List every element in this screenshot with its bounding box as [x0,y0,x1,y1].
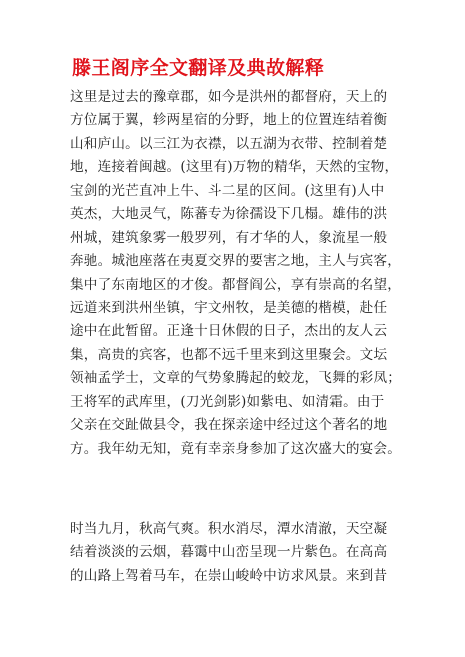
text-line: 英杰，大地灵气，陈蕃专为徐孺设下几榻。雄伟的洪 [70,206,388,223]
text-line: 奔驰。城池座落在夷夏交界的要害之地，主人与宾客， [70,253,402,270]
text-line: 结着淡淡的云烟，暮霭中山峦呈现一片紫色。在高高 [70,544,388,561]
text-line: 方。我年幼无知，竟有幸亲身参加了这次盛大的宴会。 [70,440,402,457]
text-line: 这里是过去的豫章郡，如今是洪州的都督府，天上的 [70,89,388,105]
text-line: 方位属于翼，轸两星宿的分野，地上的位置连结着衡 [70,112,388,129]
text-line: 王将军的武库里，(刀光剑影)如紫电、如清霜。由于 [70,393,385,410]
text-line: 山和庐山。以三江为衣襟，以五湖为衣带、控制着楚 [70,135,388,152]
text-line: 远道来到洪州坐镇，宇文州牧，是美德的楷模，赴任 [70,299,388,316]
text-line: 途中在此暂留。正逢十日休假的日子，杰出的友人云 [70,323,388,340]
text-line: 集，高贵的宾客，也都不远千里来到这里聚会。文坛 [70,346,388,363]
document-title: 滕王阁序全文翻译及典故解释 [72,57,325,79]
text-line: 时当九月，秋高气爽。积水消尽，潭水清澈，天空凝 [70,521,388,537]
paragraph-2 [70,518,406,588]
text-line: 父亲在交趾做县令，我在探亲途中经过这个著名的地 [70,417,388,434]
text-line: 集中了东南地区的才俊。都督阎公，享有崇高的名望， [70,276,402,293]
paragraph-1 [70,86,406,461]
text-line: 的山路上驾着马车，在崇山峻岭中访求风景。来到昔 [70,567,388,584]
text-line: 领袖孟学士，文章的气势象腾起的蛟龙，飞舞的彩凤； [70,370,402,387]
text-line: 地，连接着闽越。(这里有)万物的精华，天然的宝物， [70,159,399,176]
text-line: 宝剑的光芒直冲上牛、斗二星的区间。(这里有)人中 [70,182,385,199]
text-line: 州城，建筑象雾一般罗列，有才华的人，象流星一般 [70,229,388,246]
